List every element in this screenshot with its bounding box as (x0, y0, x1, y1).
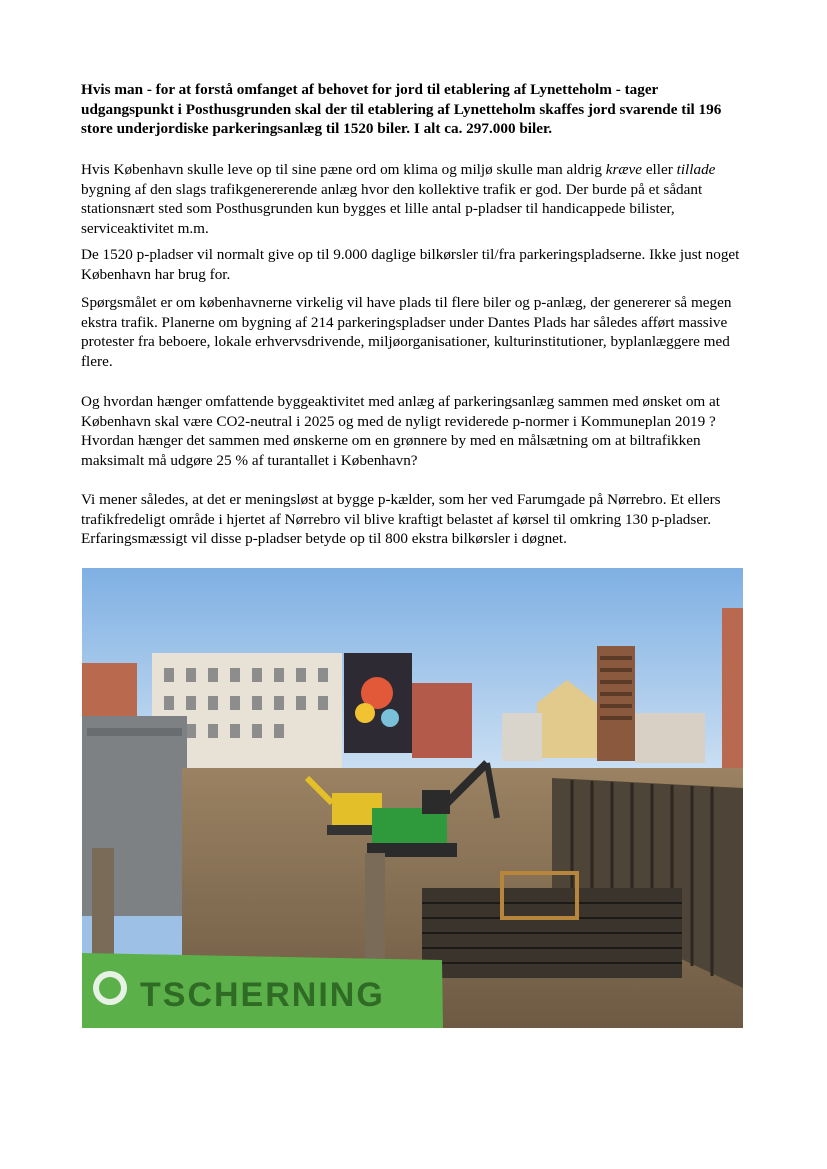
rebar-pit (422, 873, 682, 978)
emphasis-tillade: tillade (676, 161, 716, 178)
paragraph-climate-part2: eller (642, 161, 677, 178)
paragraph-farumgade: Vi mener således, at det er meningsløst at bygge p-kælder, som her ved Farumgade på Nørrebro. Et ellers trafikfredeligt område i hjertet af Nørrebro vil blive kraftigt belastet af kørsel til omkring 130 p-pladser. Erfaringsmæssigt vil disse p-pladser betyde op til 800 ekstra bilkørsler i døgnet. (81, 491, 721, 547)
emphasis-kraeve: kræve (605, 161, 643, 178)
paragraph-co2: Og hvordan hænger omfattende byggeaktivitet med anlæg af parkeringsanlæg sammen med ønsket om at København skal være CO2-neutral i 2025 og med de nyligt reviderede p-normer i Kommuneplan 2019 ? Hvordan hænger det sammen med ønskerne om en grønnere by med en målsætning om at biltrafikken maksimalt må udgøre 25 % af turantallet i København? (81, 393, 720, 469)
construction-site-photo (82, 568, 743, 1028)
paragraph-climate-part1: Hvis København skulle leve op til sine pæne ord om klima og miljø skulle man aldrig (81, 161, 606, 178)
barrier-brand-text: TSCHERNING (140, 976, 385, 1014)
wooden-post (365, 853, 385, 963)
paragraph-climate (81, 160, 751, 238)
heading-paragraph: Hvis man - for at forstå omfanget af behovet for jord til etablering af Lynetteholm - tager udgangspunkt i Posthusgrunden skal der til etablering af Lynetteholm skaffes jord svarende til 196 store underjordiske parkeringsanlæg til 1520 biler. I alt ca. 297.000 biler. (81, 81, 722, 137)
wooden-post (92, 848, 114, 958)
construction-site-illustration (82, 568, 743, 1028)
paragraph-question: Spørgsmålet er om københavnerne virkelig vil have plads til flere biler og p-anlæg, der genererer så megen ekstra trafik. Planerne om bygning af 214 parkeringspladser under Dantes Plads har således afført massive protester fra beboere, lokale erhvervsdrivende, miljøorganisationer, kulturinstitutioner, byplanlæggere med flere. (81, 294, 732, 370)
paragraph-climate-part3: bygning af den slags trafikgenererende anlæg hvor den kollektive trafik er god. Der burde på et sådant stationsnært sted som Posthusgrunden kun bygges et lille antal p-pladser til handicappede bilister, serviceaktivitet m.m. (81, 180, 703, 237)
paragraph-parking-trips: De 1520 p-pladser vil normalt give op til 9.000 daglige bilkørsler til/fra parkeringspladserne. Ikke just noget København har brug for. (81, 246, 740, 283)
tscherning-barrier (82, 953, 443, 1028)
